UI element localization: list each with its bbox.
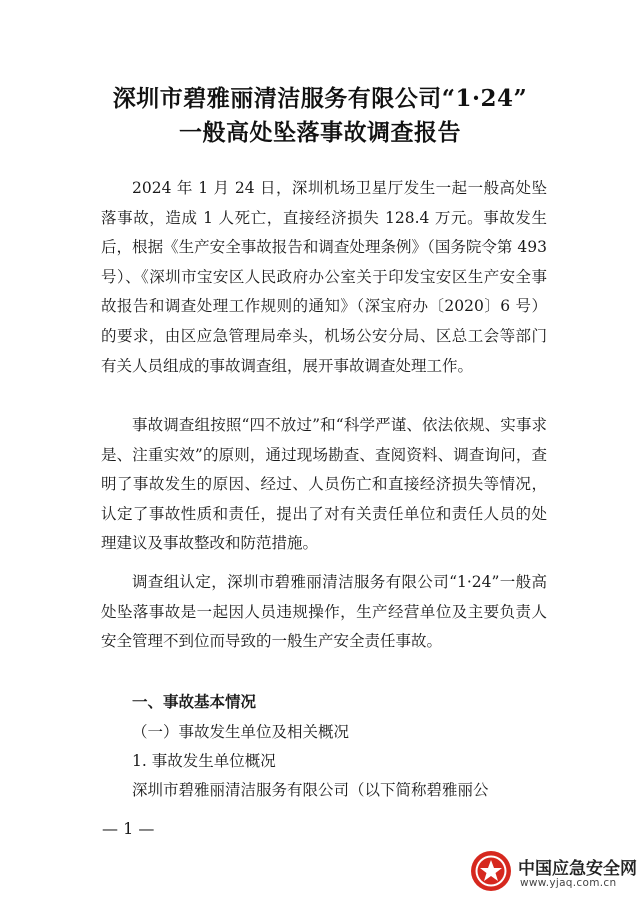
watermark-site-name: 中国应急安全网 (518, 859, 637, 879)
report-title-line-2: 一般高处坠落事故调查报告 (179, 119, 461, 146)
paragraph-company-overview: 深圳市碧雅丽清洁服务有限公司（以下简称碧雅丽公 (132, 781, 489, 799)
subsection-heading: （一）事故发生单位及相关概况 (132, 723, 350, 741)
item-heading: 1. 事故发生单位概况 (132, 752, 276, 770)
emergency-safety-logo-icon (470, 850, 512, 892)
watermark (470, 850, 637, 900)
paragraph-intro: 2024 年 1 月 24 日，深圳机场卫星厅发生一起一般高处坠落事故，造成 1 人死亡，直接经济损失 128.4 万元。事故发生后，根据《生产安全事故报告和调查处理条例》（国务院令第 493 号）、《深圳市宝安区人民政府办公室关于印发宝安区生产安全事故报告和调查处理工作规则的通知》（深宝府办〔2020〕6 号）的要求，由区应急管理局牵头，机场公安分局、区总工会等部门有关人员组成的事故调查组，展开事故调查处理工作。 (101, 179, 547, 375)
paragraph-conclusion: 调查组认定，深圳市碧雅丽清洁服务有限公司“1·24”一般高处坠落事故是一起因人员违规操作，生产经营单位及主要负责人安全管理不到位而导致的一般生产安全责任事故。 (101, 573, 547, 651)
watermark-site-url: www.yjaq.com.cn (520, 877, 617, 889)
section-heading: 一、事故基本情况 (132, 693, 257, 711)
report-title-line-1: 深圳市碧雅丽清洁服务有限公司“1·24” (112, 85, 528, 112)
page-number: — 1 — (102, 819, 155, 838)
paragraph-investigation: 事故调查组按照“四不放过”和“科学严谨、依法依规、实事求是、注重实效”的原则，通过现场勘查、查阅资料、调查询问，查明了事故发生的原因、经过、人员伤亡和直接经济损失等情况，认定了事故性质和责任，提出了对有关责任单位和责任人员的处理建议及事故整改和防范措施。 (101, 416, 547, 553)
